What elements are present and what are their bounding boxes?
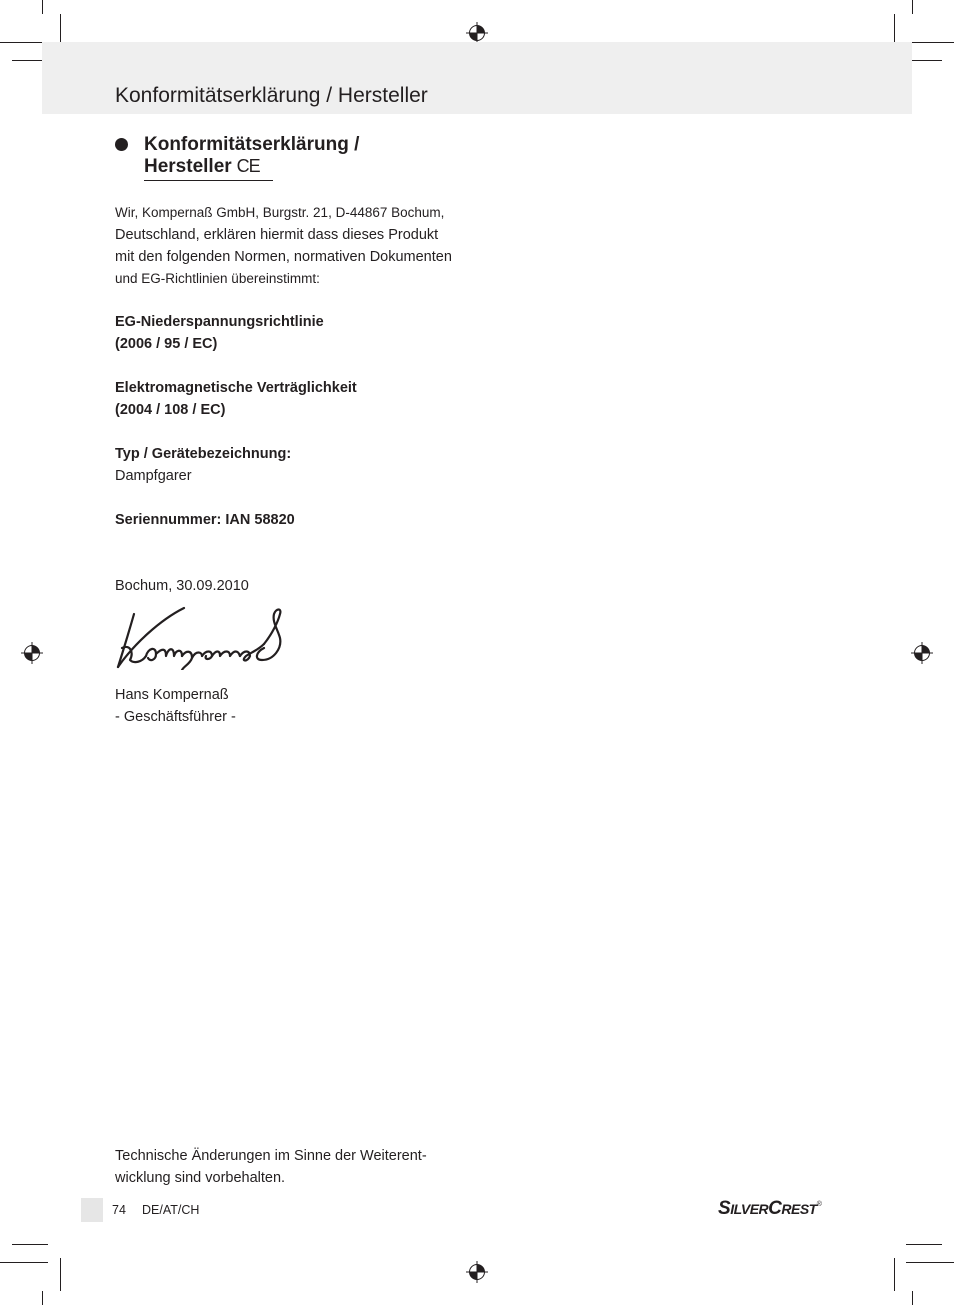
heading-underline [144, 180, 273, 181]
crop-mark [912, 0, 913, 14]
crop-mark [894, 1258, 895, 1291]
intro-line: Wir, Kompernaß GmbH, Burgstr. 21, D-44867 Bochum, [115, 205, 445, 220]
signature-icon [112, 604, 287, 670]
crop-mark [12, 1244, 48, 1245]
disclaimer-line: wicklung sind vorbehalten. [115, 1170, 286, 1186]
type-label: Typ / Gerätebezeichnung: [115, 446, 292, 462]
brand-letter: C [768, 1198, 782, 1219]
bullet-icon [115, 138, 128, 151]
section-heading-line1: Konformitätserklärung / [144, 134, 360, 155]
intro-line: Deutschland, erklären hiermit dass dieses Produkt [115, 227, 439, 243]
crop-mark [42, 1291, 43, 1305]
signatory-name: Hans Kompernaß [115, 687, 229, 703]
directive-lvd-number: (2006 / 95 / EC) [115, 336, 218, 352]
directive-emc-number: (2004 / 108 / EC) [115, 402, 226, 418]
intro-line: mit den folgenden Normen, normativen Dokumenten [115, 249, 452, 265]
serial-number: Seriennummer: IAN 58820 [115, 512, 295, 528]
directive-emc-name: Elektromagnetische Verträglichkeit [115, 380, 357, 396]
brand-letters: ILVER [730, 1201, 769, 1217]
section-heading-line2 [144, 156, 260, 178]
place-date: Bochum, 30.09.2010 [115, 578, 249, 594]
type-value: Dampfgarer [115, 468, 192, 484]
crop-mark [906, 42, 954, 43]
crop-mark [60, 1258, 61, 1291]
crop-mark [0, 42, 48, 43]
ce-mark: CE [236, 156, 260, 176]
page-number-box [81, 1198, 103, 1222]
locale-label: DE/AT/CH [142, 1203, 200, 1217]
brand-logo [718, 1198, 821, 1220]
crop-mark [0, 1262, 48, 1263]
crop-mark [906, 1262, 954, 1263]
page-number: 74 [112, 1203, 126, 1217]
signatory-role: - Geschäftsführer - [115, 709, 236, 725]
disclaimer-line: Technische Änderungen im Sinne der Weiterent- [115, 1148, 427, 1164]
registration-mark-icon [21, 642, 43, 664]
registration-mark-icon [911, 642, 933, 664]
crop-mark [42, 0, 43, 14]
registration-mark-icon [466, 1261, 488, 1283]
registered-mark: ® [816, 1201, 822, 1208]
registration-mark-icon [466, 22, 488, 44]
brand-letters: REST [781, 1201, 817, 1217]
crop-mark [912, 1291, 913, 1305]
crop-mark [906, 1244, 942, 1245]
section-heading-text: Hersteller [144, 156, 232, 177]
page-title: Konformitätserklärung / Hersteller [115, 84, 428, 107]
intro-line: und EG-Richtlinien übereinstimmt: [115, 271, 320, 286]
directive-lvd-name: EG-Niederspannungsrichtlinie [115, 314, 324, 330]
brand-letter: S [718, 1198, 731, 1219]
